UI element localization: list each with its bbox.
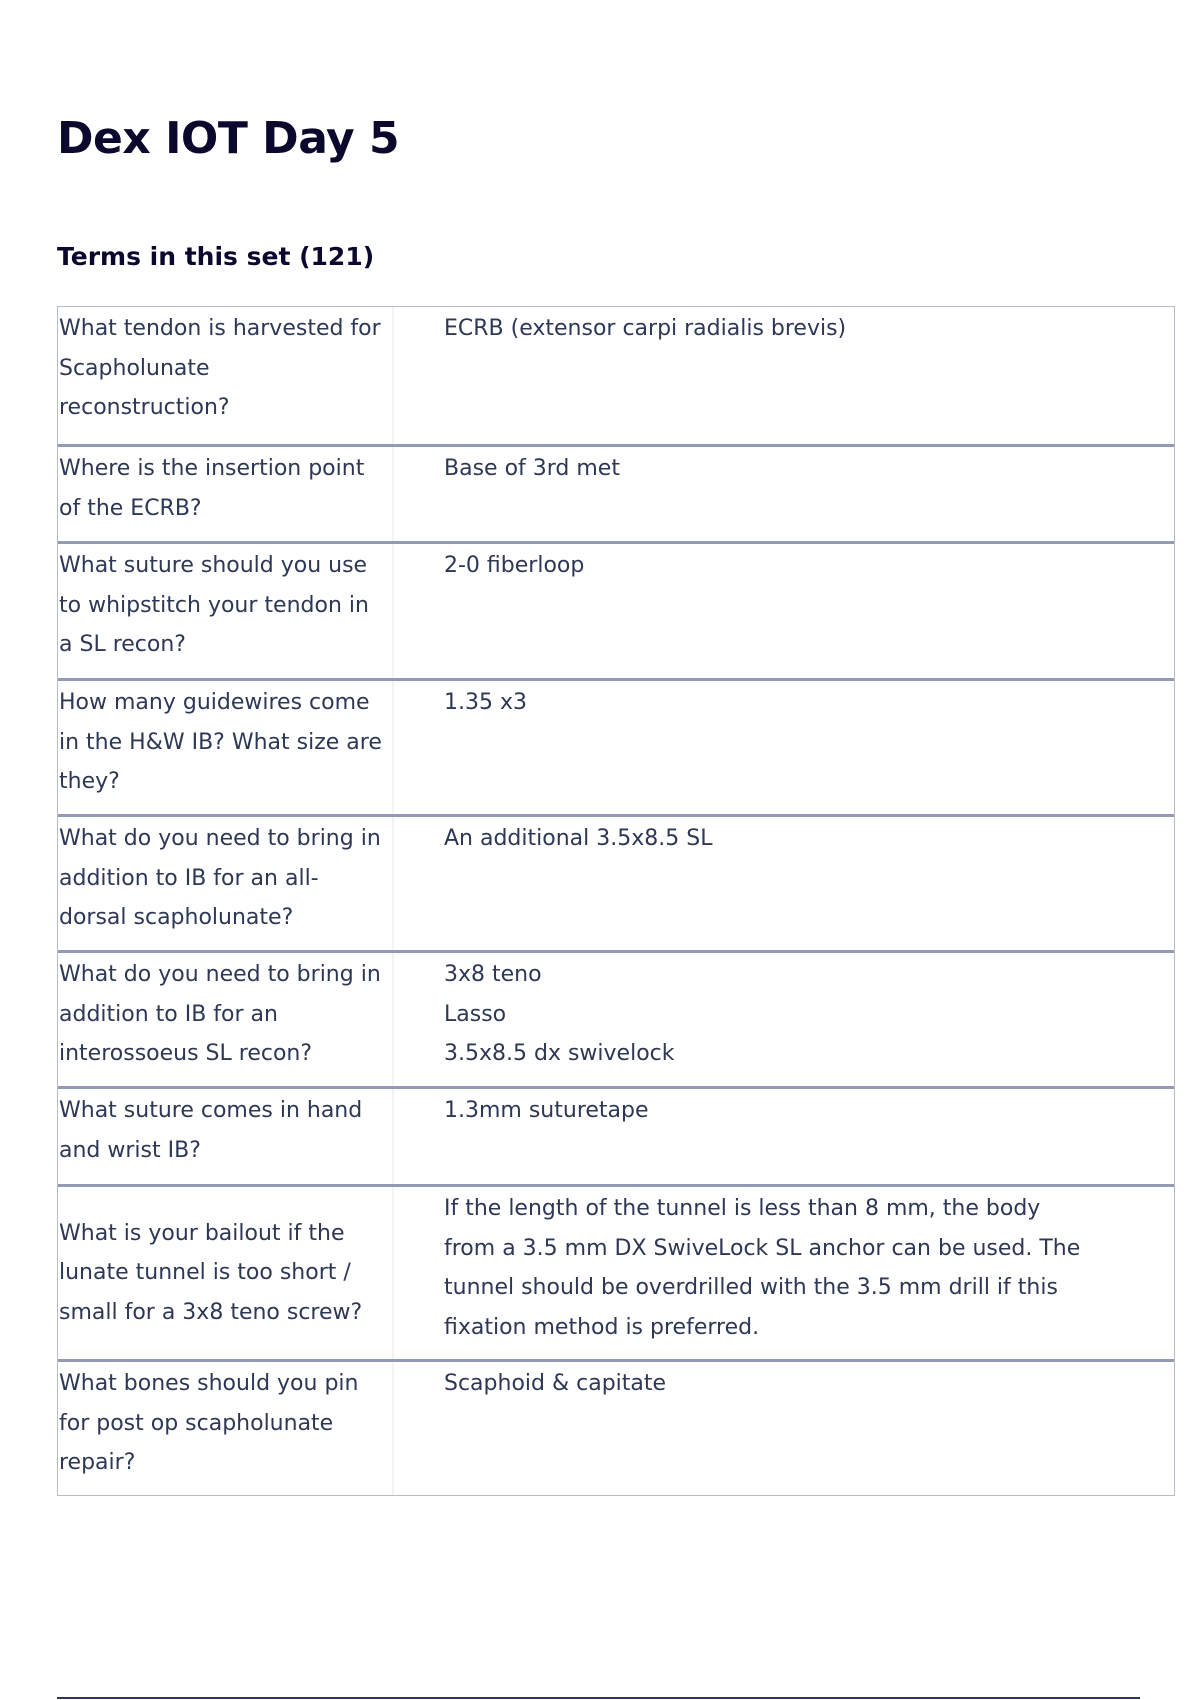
- term-text-content: What is your bailout if the lunate tunnel is too short / small for a 3x8 teno screw?: [59, 1220, 363, 1325]
- definition-text: [444, 681, 1174, 814]
- term-row: [58, 1184, 1174, 1359]
- definition-line: 3x8 teno: [444, 962, 542, 987]
- term-row: [58, 814, 1174, 950]
- definition-text: [444, 1187, 1174, 1359]
- term-text: [58, 1187, 394, 1359]
- definition-line: Lasso: [444, 1001, 507, 1027]
- bottom-divider: [57, 1697, 1140, 1699]
- terms-count-heading: Terms in this set (121): [57, 242, 375, 271]
- term-text: What suture comes in hand and wrist IB?: [58, 1089, 394, 1184]
- definition-line: 3.5x8.5 dx swivelock: [444, 1041, 675, 1066]
- definition-text: [444, 953, 1174, 1086]
- definition-line: 1.35 x3: [444, 690, 527, 715]
- definition-text: [444, 307, 1174, 444]
- definition-text: [444, 544, 1174, 678]
- term-row: [58, 950, 1174, 1086]
- term-row: [58, 541, 1174, 678]
- definition-text: [444, 817, 1174, 950]
- term-text: How many guidewires come in the H&W IB? What size are they?: [58, 681, 394, 814]
- definition-text: [444, 1089, 1174, 1184]
- terms-table: [57, 306, 1175, 1496]
- term-row: [58, 307, 1174, 444]
- term-text: Where is the insertion point of the ECRB?: [58, 447, 394, 541]
- term-row: [58, 444, 1174, 541]
- term-row: [58, 678, 1174, 814]
- definition-line: If the length of the tunnel is less than 8 mm, the body from a 3.5 mm DX SwiveLock SL anchor can be used. The tunnel should be overdrilled with the 3.5 mm drill if this fixation method is preferred.: [444, 1196, 1081, 1340]
- term-row: [58, 1086, 1174, 1184]
- definition-line: ECRB (extensor carpi radialis brevis): [444, 316, 847, 341]
- term-text: What suture should you use to whipstitch your tendon in a SL recon?: [58, 544, 394, 678]
- definition-line: 1.3mm suturetape: [444, 1098, 649, 1123]
- term-row: [58, 1359, 1174, 1495]
- page-title: Dex IOT Day 5: [57, 113, 400, 164]
- term-text: What do you need to bring in addition to IB for an interossoeus SL recon?: [58, 953, 394, 1086]
- term-text: What bones should you pin for post op scapholunate repair?: [58, 1362, 394, 1495]
- definition-text: [444, 447, 1174, 541]
- definition-line: Scaphoid & capitate: [444, 1371, 667, 1396]
- definition-line: Base of 3rd met: [444, 456, 620, 481]
- term-text: What tendon is harvested for Scapholunate reconstruction?: [58, 307, 394, 444]
- term-text: What do you need to bring in addition to IB for an all-dorsal scapholunate?: [58, 817, 394, 950]
- definition-line: 2-0 fiberloop: [444, 553, 585, 578]
- definition-text: [444, 1362, 1174, 1495]
- definition-line: An additional 3.5x8.5 SL: [444, 826, 713, 851]
